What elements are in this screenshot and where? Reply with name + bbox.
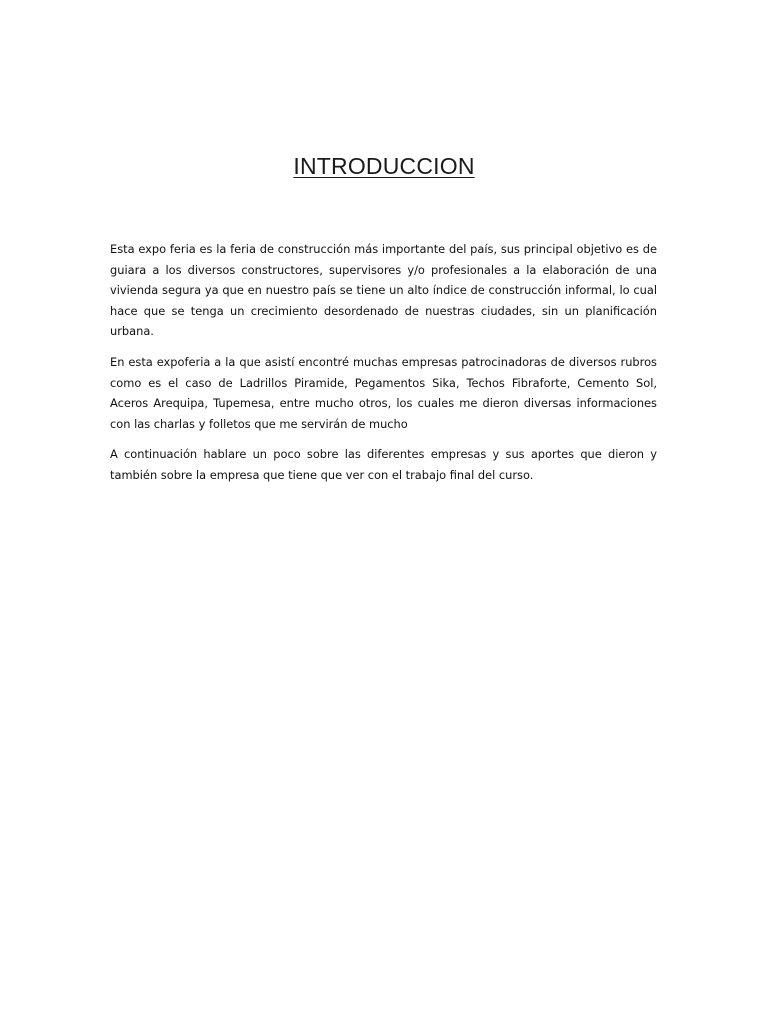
page-title: [0, 151, 768, 181]
paragraph-2: En esta expoferia a la que asistí encontré muchas empresas patrocinadoras de diversos rubros como es el caso de Ladrillos Piramide, Pegamentos Sika, Techos Fibraforte, Cemento Sol, Aceros Arequipa, Tupemesa, entre mucho otros, los cuales me dieron diversas informaciones con las charlas y folletos que me servirán de mucho: [110, 354, 657, 431]
page-title-text: INTRODUCCION: [293, 153, 475, 179]
paragraph-1: Esta expo feria es la feria de construcción más importante del país, sus principal objetivo es de guiara a los diversos constructores, supervisores y/o profesionales a la elaboración de una vivienda segura ya que en nuestro país se tiene un alto índice de construcción informal, lo cual hace que se tenga un crecimiento desordenado de nuestras ciudades, sin un planificación urbana.: [110, 242, 657, 339]
paragraph-3: A continuación hablare un poco sobre las diferentes empresas y sus aportes que dieron y también sobre la empresa que tiene que ver con el trabajo final del curso.: [110, 447, 657, 482]
document-body: [110, 239, 657, 496]
